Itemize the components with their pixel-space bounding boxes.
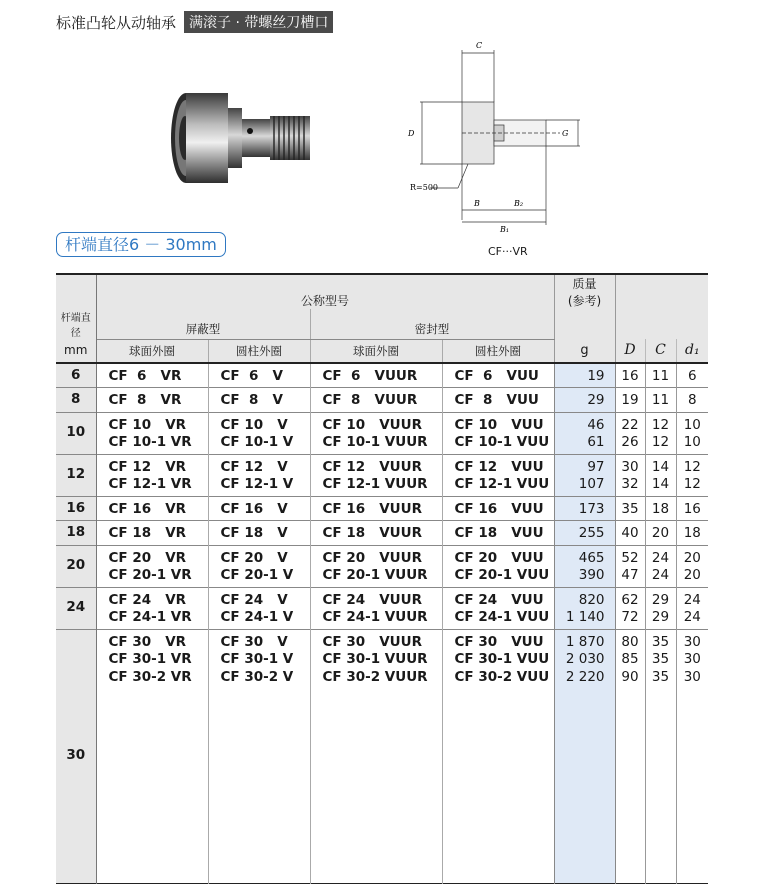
c-cell: 24 24 xyxy=(645,545,676,587)
mass-cell: 173 xyxy=(554,496,615,521)
figure-caption: CF···VR xyxy=(488,245,528,258)
size-header: 杆端直径 xyxy=(56,309,96,339)
cam-follower-photo xyxy=(166,86,316,190)
shielded-header: 屏蔽型 xyxy=(96,309,310,339)
d-cell: 80 85 90 xyxy=(615,629,645,883)
d1-cell: 10 10 xyxy=(683,416,701,450)
d-cell: 52 47 xyxy=(615,545,645,587)
sealed-cylindrical-model: CF 12 VUU CF 12-1 VUU xyxy=(442,454,554,496)
size-cell: 16 xyxy=(56,496,96,521)
dim-g-label: G xyxy=(562,129,569,138)
size-cell: 30 xyxy=(56,629,96,883)
dim-d-label: D xyxy=(408,129,415,138)
table-row xyxy=(56,521,708,546)
shielded-spherical-model: CF 16 VR xyxy=(96,496,208,521)
dim-b-label: B xyxy=(474,199,480,208)
spec-table xyxy=(56,273,708,884)
dim-b2-label: B₂ xyxy=(514,199,524,208)
table-row xyxy=(56,412,708,454)
c-cell: 18 xyxy=(645,496,676,521)
d-cell: 22 26 xyxy=(615,412,645,454)
type-tag: 满滚子 · 带螺丝刀槽口 xyxy=(184,11,333,33)
d-cell: 16 xyxy=(615,363,645,388)
d-header: D xyxy=(615,339,645,363)
c-cell: 20 xyxy=(645,521,676,546)
table-row xyxy=(56,545,708,587)
shielded-spherical-model: CF 24 VR CF 24-1 VR xyxy=(96,587,208,629)
page-title: 标准凸轮从动轴承 xyxy=(56,13,177,32)
shielded-spherical-model: CF 18 VR xyxy=(96,521,208,546)
d1-cell: 6 xyxy=(687,367,697,384)
mass-cell: 820 1 140 xyxy=(554,587,615,629)
sealed-spherical-model: CF 24 VUUR CF 24-1 VUUR xyxy=(310,587,442,629)
mass-cell: 255 xyxy=(554,521,615,546)
shielded-cylindrical-model: CF 16 V xyxy=(208,496,310,521)
dim-c-label: C xyxy=(476,41,483,50)
d1-cell: 12 12 xyxy=(683,458,701,492)
shielded-spherical-model: CF 8 VR xyxy=(96,388,208,413)
shielded-spherical-model: CF 30 VR CF 30-1 VR CF 30-2 VR xyxy=(96,629,208,883)
d1-cell: 16 xyxy=(683,500,701,517)
shielded-cylindrical-model: CF 18 V xyxy=(208,521,310,546)
size-cell: 20 xyxy=(56,545,96,587)
shielded-spherical-model: CF 12 VR CF 12-1 VR xyxy=(96,454,208,496)
sealed-spherical-model: CF 6 VUUR xyxy=(310,363,442,388)
size-cell: 10 xyxy=(56,412,96,454)
shielded-cylindrical-model: CF 8 V xyxy=(208,388,310,413)
sealed-cylindrical-model: CF 6 VUU xyxy=(442,363,554,388)
sealed-spherical-model: CF 20 VUUR CF 20-1 VUUR xyxy=(310,545,442,587)
mass-cell: 29 xyxy=(554,388,615,413)
diameter-range-label: 杆端直径6 － 30mm xyxy=(56,232,226,257)
size-cell: 24 xyxy=(56,587,96,629)
table-row xyxy=(56,587,708,629)
size-unit-header: mm xyxy=(56,339,96,363)
c-cell: 11 xyxy=(645,388,676,413)
mass-cell: 1 870 2 030 2 220 xyxy=(554,629,615,883)
c-header: C xyxy=(645,339,676,363)
mass-cell: 46 61 xyxy=(554,412,615,454)
size-cell: 6 xyxy=(56,363,96,388)
sealed-cylindrical-model: CF 20 VUU CF 20-1 VUU xyxy=(442,545,554,587)
shielded-cylindrical-model: CF 6 V xyxy=(208,363,310,388)
dimension-drawing xyxy=(400,40,580,240)
radius-label: R=500 xyxy=(410,183,438,192)
c-cell: 29 29 xyxy=(645,587,676,629)
d-cell: 40 xyxy=(615,521,645,546)
sealed-header: 密封型 xyxy=(310,309,554,339)
shielded-spherical-model: CF 6 VR xyxy=(96,363,208,388)
shielded-spherical-model: CF 20 VR CF 20-1 VR xyxy=(96,545,208,587)
sealed-cylindrical-model: CF 10 VUU CF 10-1 VUU xyxy=(442,412,554,454)
d1-cell: 18 xyxy=(683,525,701,541)
nominal-header: 公称型号 xyxy=(96,274,554,309)
c-cell: 35 35 35 xyxy=(645,629,676,883)
d1-header: d₁ xyxy=(676,339,708,363)
sealed-spherical-model: CF 30 VUUR CF 30-1 VUUR CF 30-2 VUUR xyxy=(310,629,442,883)
d-cell: 19 xyxy=(615,388,645,413)
cylindrical-sealed-header: 圆柱外圈 xyxy=(442,339,554,363)
page-header xyxy=(56,11,333,33)
spherical-header: 球面外圈 xyxy=(96,339,208,363)
d-cell: 35 xyxy=(615,496,645,521)
d1-cell: 24 24 xyxy=(683,591,701,625)
sealed-spherical-model: CF 16 VUUR xyxy=(310,496,442,521)
table-row xyxy=(56,496,708,521)
c-cell: 12 12 xyxy=(645,412,676,454)
cylindrical-header: 圆柱外圈 xyxy=(208,339,310,363)
shielded-cylindrical-model: CF 12 V CF 12-1 V xyxy=(208,454,310,496)
shielded-cylindrical-model: CF 10 V CF 10-1 V xyxy=(208,412,310,454)
d-cell: 30 32 xyxy=(615,454,645,496)
sealed-spherical-model: CF 18 VUUR xyxy=(310,521,442,546)
sealed-cylindrical-model: CF 18 VUU xyxy=(442,521,554,546)
shielded-cylindrical-model: CF 20 V CF 20-1 V xyxy=(208,545,310,587)
sealed-spherical-model: CF 12 VUUR CF 12-1 VUUR xyxy=(310,454,442,496)
mass-cell: 465 390 xyxy=(554,545,615,587)
c-cell: 11 xyxy=(645,363,676,388)
size-cell: 12 xyxy=(56,454,96,496)
mass-cell: 19 xyxy=(554,363,615,388)
d1-cell: 8 xyxy=(687,392,697,408)
mass-unit-header: g xyxy=(554,339,615,363)
shielded-cylindrical-model: CF 30 V CF 30-1 V CF 30-2 V xyxy=(208,629,310,883)
table-row xyxy=(56,629,708,883)
sealed-cylindrical-model: CF 30 VUU CF 30-1 VUU CF 30-2 VUU xyxy=(442,629,554,883)
shielded-spherical-model: CF 10 VR CF 10-1 VR xyxy=(96,412,208,454)
sealed-cylindrical-model: CF 16 VUU xyxy=(442,496,554,521)
size-cell: 18 xyxy=(56,521,96,546)
spherical-sealed-header: 球面外圈 xyxy=(310,339,442,363)
sealed-cylindrical-model: CF 8 VUU xyxy=(442,388,554,413)
sealed-cylindrical-model: CF 24 VUU CF 24-1 VUU xyxy=(442,587,554,629)
table-row xyxy=(56,388,708,413)
size-cell: 8 xyxy=(56,388,96,413)
table-row xyxy=(56,454,708,496)
sealed-spherical-model: CF 10 VUUR CF 10-1 VUUR xyxy=(310,412,442,454)
d-cell: 62 72 xyxy=(615,587,645,629)
c-cell: 14 14 xyxy=(645,454,676,496)
sealed-spherical-model: CF 8 VUUR xyxy=(310,388,442,413)
mass-cell: 97 107 xyxy=(554,454,615,496)
dim-b1-label: B₁ xyxy=(500,225,510,234)
table-row xyxy=(56,363,708,388)
d1-cell: 20 20 xyxy=(683,549,701,583)
mass-header: 质量 (参考) xyxy=(554,274,615,309)
shielded-cylindrical-model: CF 24 V CF 24-1 V xyxy=(208,587,310,629)
d1-cell: 30 30 30 xyxy=(683,633,701,685)
